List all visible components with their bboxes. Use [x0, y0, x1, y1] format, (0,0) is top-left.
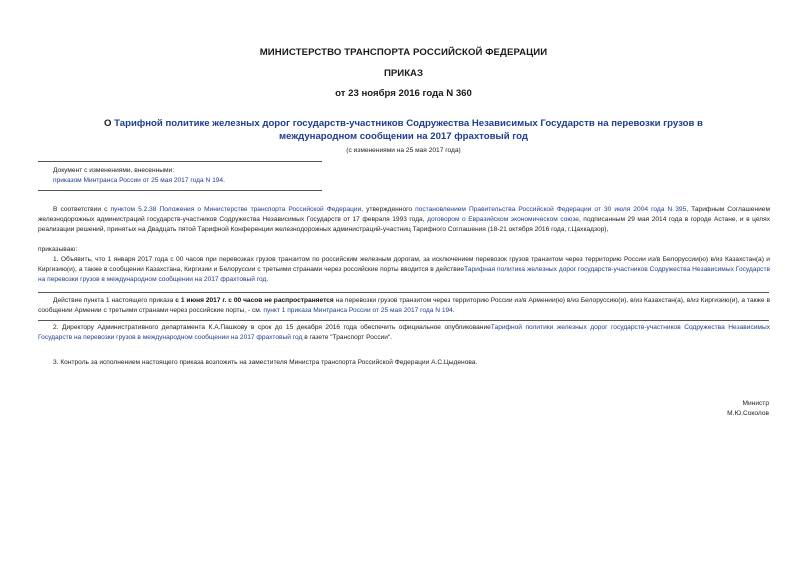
title-link[interactable]: Тарифной политике железных дорог государств-участников Содружества Независимых Государств на перевозки грузов в международном сообщении на 2017 фрахтовый год — [114, 118, 703, 142]
order-word: приказываю: — [38, 246, 78, 253]
amendment-bottom-rule — [38, 320, 769, 321]
ministry-heading: МИНИСТЕРСТВО ТРАНСПОРТА РОССИЙСКОЙ ФЕДЕРАЦИИ — [259, 47, 548, 58]
signature-name: М.Ю.Соколов — [727, 410, 769, 417]
regulation-clause-link[interactable]: пунктом 5.2.38 Положения о Министерстве транспорта Российской Федерации — [110, 206, 362, 213]
changes-box-top-rule — [38, 161, 322, 162]
amendment-effective-date: с 1 июня 2017 г. с 00 часов не распространяется — [175, 297, 334, 304]
amendment-order-link[interactable]: приказом Минтранса России от 25 мая 2017 года N 194 — [53, 177, 224, 184]
changes-box-bottom-rule — [38, 190, 322, 191]
preamble-paragraph: В соответствии с пунктом 5.2.38 Положения о Министерстве транспорта Российской Федерации, утвержденного постановлением Правительства Российской Федерации от 30 июля 2004 года N 395, Тарифным Соглашением железнодорожных администраций государств-участников Содружества Независимых Государств от 17 февраля 1993 года, договором о Евразийском экономическом союзе, подписанным 29 мая 2014 года в городе Астане, и в целях реализации решений, принятых на Двадцать пятой Тарифной Конференции железнодорожных администраций-участниц Тарифного Соглашения (18-21 октября 2016 года, г.Цахкадзор), — [38, 206, 770, 234]
item-2-paragraph: 2. Директору Административного департамента К.А.Пашкову в срок до 15 декабря 2016 года обеспечить официальное опубликованиеТарифной политики железных дорог государств-участников Содружества Независимых Государств на перевозки грузов в международном сообщении на 2017 фрахтовый год в газете "Транспорт России". — [38, 324, 770, 342]
amendment-paragraph: Действие пункта 1 настоящего приказа с 1 июня 2017 г. с 00 часов не распространяется на перевозки грузов транзитом через территорию России из/в Армении(ю) в/из Белоруссию(и), в/из Казахстан(а), в/из Киргизию(и), а также в сообщении Армении с третьими странами через российские порты, - см. пункт 1 приказа Минтранса России от 25 мая 2017 года N 194. — [38, 297, 770, 315]
document-type: ПРИКАЗ — [384, 68, 423, 79]
item-1-paragraph: 1. Объявить, что 1 января 2017 года с 00 часов при перевозках грузов транзитом по российским железным дорогам, за исключением перевозок грузов транзитом через территорию России из/в Белоруссии(ю) в/из Казахстан(а) и Киргизию(и), а также в сообщении Казахстана, Киргизии и Белоруссии с третьими странами через российские порты вводится в действиеТарифная политика железных дорог государств-участников Содружества Независимых Государств на перевозки грузов в международном сообщении на 2017 фрахтовый год. — [38, 256, 770, 284]
tariff-policy-link-1[interactable]: Тарифная политика железных дорог государств-участников Содружества Независимых Государств на перевозки грузов в международном сообщении на 2017 фрахтовый год — [38, 266, 770, 284]
document-date-number: от 23 ноября 2016 года N 360 — [335, 88, 472, 99]
changes-box-line1: Документ с изменениями, внесенными: — [53, 167, 175, 174]
eaeu-treaty-link[interactable]: договором о Евразийском экономическом союзе — [427, 216, 579, 224]
title-prefix: О — [104, 118, 115, 129]
government-resolution-link[interactable]: постановлением Правительства Российской Федерации от 30 июля 2004 года N 395 — [415, 206, 687, 213]
document-title — [90, 117, 717, 143]
tariff-policy-link-2[interactable]: Тарифной политики железных дорог государств-участников Содружества Независимых Государств на перевозки грузов в международном сообщении на 2017 фрахтовый год — [38, 324, 770, 342]
item-3-paragraph: 3. Контроль за исполнением настоящего приказа возложить на заместителя Министра транспорта Российской Федерации А.С.Цыденова. — [53, 359, 478, 366]
changes-box-link-line: приказом Минтранса России от 25 мая 2017 года N 194. — [53, 177, 225, 184]
amendment-top-rule — [38, 292, 769, 293]
signature-position: Министр — [742, 400, 769, 407]
amendments-note: (с изменениями на 25 мая 2017 года) — [346, 147, 461, 154]
amendment-clause-link[interactable]: пункт 1 приказа Минтранса России от 25 мая 2017 года N 194 — [263, 307, 453, 315]
